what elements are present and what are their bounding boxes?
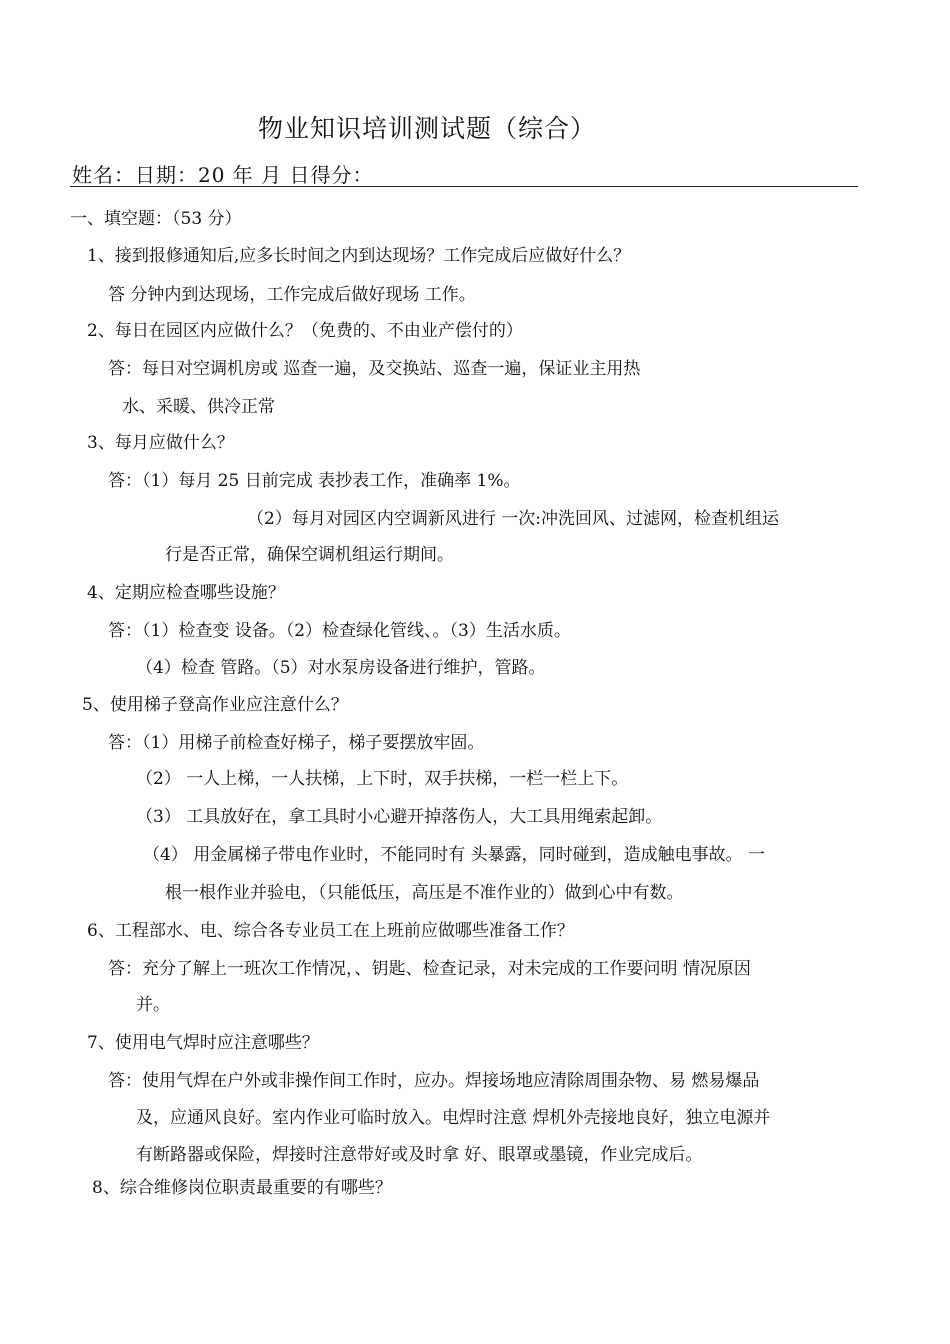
answer-5-line-5: 根一根作业并验电，（只能低压，高压是不准作业的）做到心中有数。 (165, 883, 684, 903)
question-4: 4、定期应检查哪些设施？ (87, 583, 285, 603)
answer-5-line-4: （4） 用金属梯子带电作业时，不能同时有 头暴露，同时碰到，造成触电事故。 一 (143, 845, 766, 865)
question-8: 8、综合维修岗位职责最重要的有哪些？ (92, 1178, 392, 1198)
answer-3-line-3: 行是否正常，确保空调机组运行期间。 (165, 545, 454, 565)
answer-1: 答 分钟内到达现场，工作完成后做好现场 工作。 (108, 285, 476, 305)
question-5: 5、使用梯子登高作业应注意什么？ (82, 695, 348, 715)
answer-7-line-3: 有断路器或保险，焊接时注意带好或及时拿 好、眼罩或墨镜，作业完成后。 (136, 1145, 703, 1165)
header-underline (70, 186, 858, 187)
info-header-line: 姓名：日期：20 年 月 日得分： (72, 163, 374, 187)
answer-3-line-1: 答：（1）每月 25 日前完成 表抄表工作，准确率 1%。 (108, 471, 521, 491)
question-3: 3、每月应做什么？ (87, 433, 234, 453)
question-1: 1、接到报修通知后,应多长时间之内到达现场？工作完成后应做好什么？ (87, 246, 631, 266)
answer-6-line-1: 答：充分了解上一班次工作情况，、钥匙、检查记录，对未完成的工作要问明 情况原因 (108, 959, 751, 979)
answer-2-line-2: 水、采暖、供冷正常 (122, 397, 275, 417)
answer-3-line-2: （2）每月对园区内空调新风进行 一次:冲洗回风、过滤网，检查机组运 (247, 509, 779, 529)
answer-6-line-2: 并。 (136, 995, 170, 1015)
answer-2-line-1: 答：每日对空调机房或 巡查一遍，及交换站、巡查一遍，保证业主用热 (108, 359, 641, 379)
answer-7-line-2: 及，应通风良好。室内作业可临时放入。电焊时注意 焊机外壳接地良好，独立电源并 (136, 1108, 771, 1128)
question-2: 2、每日在园区内应做什么？（免费的、不由业产偿付的） (87, 321, 523, 341)
answer-4-line-1: 答：（1）检查变 设备。（2）检查绿化管线、。（3）生活水质。 (108, 621, 571, 641)
page-title: 物业知识培训测试题（综合） (258, 114, 597, 143)
answer-5-line-2: （2） 一人上梯，一人扶梯，上下时，双手扶梯，一栏一栏上下。 (136, 769, 629, 789)
answer-5-line-1: 答：（1）用梯子前检查好梯子，梯子要摆放牢固。 (108, 733, 485, 753)
section-heading: 一、填空题：（53 分） (70, 209, 242, 229)
answer-4-line-2: （4）检查 管路。（5）对水泵房设备进行维护，管路。 (136, 658, 546, 678)
question-6: 6、工程部水、电、综合各专业员工在上班前应做哪些准备工作？ (87, 921, 574, 941)
answer-7-line-1: 答：使用气焊在户外或非操作间工作时，应办。焊接场地应清除周围杂物、易 燃易爆品 (108, 1071, 760, 1091)
answer-5-line-3: （3） 工具放好在，拿工具时小心避开掉落伤人，大工具用绳索起卸。 (136, 807, 663, 827)
question-7: 7、使用电气焊时应注意哪些？ (87, 1033, 319, 1053)
